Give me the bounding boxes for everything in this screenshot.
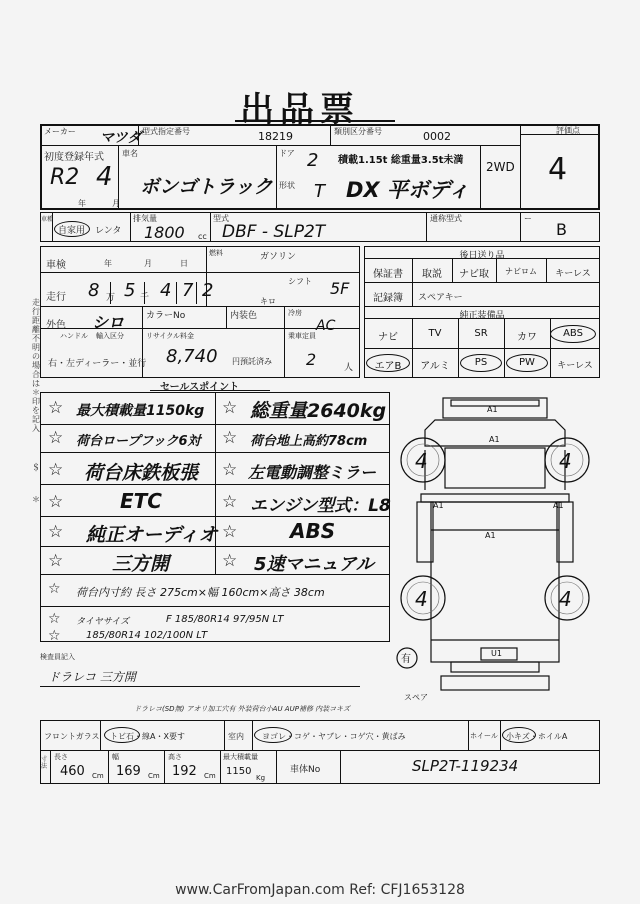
ext-color-label: 外色 <box>46 320 66 331</box>
width: 169 <box>116 764 141 779</box>
rear-item: 取説 <box>422 269 442 280</box>
damage-mark: A1 <box>553 501 564 510</box>
star-icon: ☆ <box>48 522 64 542</box>
damage-mark: A1 <box>489 435 500 444</box>
length-unit: Cm <box>92 772 104 780</box>
doors: 2 <box>307 150 319 171</box>
inspector-label: 検査員記入 <box>40 653 75 661</box>
star-icon: ☆ <box>48 551 64 571</box>
cab-roof <box>445 448 545 488</box>
model-label: 型式 <box>213 214 229 223</box>
star-icon: ☆ <box>48 492 64 512</box>
tire-mark: 4 <box>415 449 428 473</box>
equip-item: キーレス <box>557 361 593 371</box>
tire-front: F 185/80R14 97/95N LT <box>166 614 284 625</box>
ac: AC <box>316 318 336 334</box>
height-unit: Cm <box>204 772 216 780</box>
tire-label: タイヤサイズ <box>76 617 130 627</box>
type-code: 18219 <box>258 130 293 143</box>
star-icon: ☆ <box>222 522 238 542</box>
star-icon: ☆ <box>48 428 64 448</box>
damage-mark: A1 <box>487 405 498 414</box>
width-unit: Cm <box>148 772 160 780</box>
star-icon: ☆ <box>48 398 64 418</box>
equip-item: エアB <box>374 361 402 372</box>
sales-points-title: セールスポイント <box>160 382 240 393</box>
rear-item: ナビロム <box>505 267 537 276</box>
sales-point: 荷台ロープフック6対 <box>76 434 201 449</box>
rear-item: キーレス <box>555 269 591 279</box>
dim-label: 寸法 <box>41 756 48 770</box>
use-label: 車種 <box>41 216 54 223</box>
damage-mark: A1 <box>433 501 444 510</box>
page-title: 出品票 <box>240 90 360 130</box>
maxload: 1150 <box>226 766 252 777</box>
footer-ref: www.CarFromJapan.com Ref: CFJ1653128 <box>175 882 465 898</box>
maxload-label: 最大積載量 <box>223 753 258 761</box>
star-icon: ☆ <box>48 460 64 480</box>
car-name: ボンゴトラック <box>140 176 273 198</box>
windshield-items: トビ石・線A・X要す <box>110 732 185 741</box>
inspector-note: ドラレコ 三方開 <box>48 670 136 684</box>
class-code-label: 類別区分番号 <box>334 127 382 136</box>
handle-value: 右・左ディーラー・並行 <box>48 359 147 369</box>
sales-point: ETC <box>120 489 162 513</box>
equip-item: PW <box>519 357 535 368</box>
km-label: キロ <box>260 297 276 306</box>
recycle: 8,740 <box>166 346 218 367</box>
star-icon: ☆ <box>48 628 61 644</box>
length-label: 長さ <box>54 753 68 761</box>
ac-label: 冷房 <box>288 309 302 317</box>
sales-point: エンジン型式：L8 <box>250 496 391 516</box>
maker: マツダ <box>100 130 142 146</box>
height-label: 高さ <box>168 753 182 761</box>
shift: 5F <box>330 279 350 298</box>
width-label: 幅 <box>112 753 119 761</box>
mileage-unit: 万 <box>106 293 116 303</box>
sales-point: 5速マニュアル <box>254 554 374 575</box>
first-reg-label: 初度登録年式 <box>44 152 104 163</box>
grade-label: 評価点 <box>556 126 580 135</box>
spare-mark: 有 <box>401 654 411 665</box>
rear-items-title: 後日送り品 <box>459 251 505 261</box>
fuel-label: 燃料 <box>209 249 223 257</box>
star-icon: ☆ <box>222 460 238 480</box>
equip-item: SR <box>474 328 488 339</box>
damage-mark: A1 <box>485 531 496 540</box>
interior-items: ヨゴレ・コゲ・ヤブレ・コゲ穴・黄ばみ <box>262 732 406 741</box>
equip-item: カワ <box>517 332 537 343</box>
body: T <box>314 181 325 202</box>
sales-point: 最大積載量1150kg <box>76 403 205 419</box>
wheel-label: ホイール <box>470 732 498 740</box>
tire-mark: 4 <box>559 449 572 473</box>
height: 192 <box>172 764 197 779</box>
year: 4 <box>96 162 113 192</box>
era: R2 <box>50 165 80 190</box>
recycle-label: リサイクル料金 <box>146 332 195 340</box>
wheel-items: 小キズ・ホイルA <box>506 732 568 741</box>
windshield-label: フロントガラス <box>44 732 100 741</box>
month-unit: 月 <box>112 199 120 208</box>
insp-month-unit: 月 <box>144 259 152 268</box>
type-code-label: 型式指定番号 <box>142 127 190 136</box>
handle-label: ハンドル <box>60 332 88 340</box>
capacity: 2 <box>306 350 317 369</box>
int-color-label: 内装色 <box>230 311 258 321</box>
equipment-title: 純正装備品 <box>459 311 505 321</box>
extra-label: ー <box>524 214 532 223</box>
recycle-note: 円預託済み <box>232 357 272 366</box>
record-book-label: 記録簿 <box>373 293 403 304</box>
grade: 4 <box>548 152 568 187</box>
displacement-label: 排気量 <box>133 214 157 223</box>
import-label: 輸入区分 <box>96 332 124 340</box>
rear-bumper <box>441 676 549 690</box>
class-code: 0002 <box>423 130 451 143</box>
options-note: ドラレコ(SD無) アオリ加工穴有 外装荷台小AU AUP補修 内装コキズ <box>134 705 351 713</box>
star-icon: ☆ <box>222 428 238 448</box>
use-private: 自家用 <box>58 226 86 236</box>
fuel: ガソリン <box>260 252 297 262</box>
inspection-label: 車検 <box>46 260 66 271</box>
vin: SLP2T-119234 <box>412 757 519 775</box>
sales-point: 荷台地上高約78cm <box>250 434 368 449</box>
drive: 2WD <box>486 160 515 174</box>
side-mark-dollar: ＄ <box>32 463 40 472</box>
bed-size: 荷台内寸約 長さ 275cm×幅 160cm×高さ 38cm <box>76 586 325 599</box>
star-icon: ☆ <box>222 492 238 512</box>
mileage-digit: 8 <box>88 280 100 301</box>
rear-item: ナビ取 <box>459 269 489 280</box>
load-note: 積載1.15t 総重量3.5t未満 <box>338 155 464 166</box>
color-no-label: カラーNo <box>146 311 186 321</box>
star-icon: ☆ <box>48 611 61 627</box>
tire-mark: 4 <box>415 587 428 611</box>
mileage-digit: 5 <box>124 280 136 301</box>
capacity-unit: 人 <box>344 363 354 373</box>
equip-item: PS <box>474 357 488 368</box>
tire-mark: 4 <box>559 587 572 611</box>
extra: B <box>556 220 567 239</box>
vin-label: 車体No <box>290 765 321 775</box>
trim: DX 平ボディ <box>346 178 470 202</box>
damage-mark: U1 <box>491 649 502 658</box>
maker-label: メーカー <box>44 127 76 136</box>
body-label: 形状 <box>279 181 295 190</box>
shift-label: シフト <box>288 277 312 286</box>
cargo-bed <box>431 502 559 662</box>
vehicle-diagram <box>395 390 605 700</box>
spare-label: スペア <box>404 693 428 702</box>
mileage-digit: 2 <box>202 280 214 301</box>
interior-label: 室内 <box>228 732 244 741</box>
rear-gate <box>451 662 539 672</box>
model: DBF - SLP2T <box>222 222 326 242</box>
rear-item: 保証書 <box>373 269 403 280</box>
car-name-label: 車名 <box>122 149 138 158</box>
maxload-unit: Kg <box>256 774 266 782</box>
sales-point: 総重量2640kg <box>250 400 387 422</box>
mileage-digit: 4 <box>160 280 172 301</box>
star-icon: ☆ <box>48 581 61 597</box>
star-icon: ☆ <box>222 398 238 418</box>
record-book-value: スペアキー <box>418 293 463 303</box>
equip-item: ナビ <box>378 332 398 343</box>
equip-item: アルミ <box>420 361 450 372</box>
through-model-label: 通称型式 <box>430 214 462 223</box>
tire-rear: 185/80R14 102/100N LT <box>86 630 208 641</box>
insp-year-unit: 年 <box>104 259 112 268</box>
use-rental: レンタ <box>95 226 122 236</box>
side-note: 走行距離不明の場合は＊印を記入 <box>32 298 40 433</box>
cc-unit: cc <box>198 232 207 241</box>
sales-point: ABS <box>290 519 336 543</box>
sales-point: 三方開 <box>112 553 170 575</box>
sales-point: 純正オーディオ <box>86 524 218 546</box>
ext-color: シロ <box>92 313 125 332</box>
insp-day-unit: 日 <box>180 259 188 268</box>
equip-item: TV <box>428 328 442 339</box>
length: 460 <box>60 764 85 779</box>
mileage-digit: 7 <box>182 280 194 301</box>
mileage-unit: 千 <box>140 293 150 303</box>
capacity-label: 乗車定員 <box>288 332 316 340</box>
star-icon: ☆ <box>222 551 238 571</box>
mileage-label: 走行 <box>46 292 66 303</box>
sales-point: 左電動調整ミラー <box>248 463 377 482</box>
displacement: 1800 <box>144 223 185 242</box>
sales-point: 荷台床鉄板張 <box>84 462 199 484</box>
door-label: ドア <box>279 149 295 158</box>
year-unit: 年 <box>78 199 86 208</box>
equip-item: ABS <box>563 328 583 339</box>
side-mark-asterisk: ＊ <box>32 495 40 504</box>
